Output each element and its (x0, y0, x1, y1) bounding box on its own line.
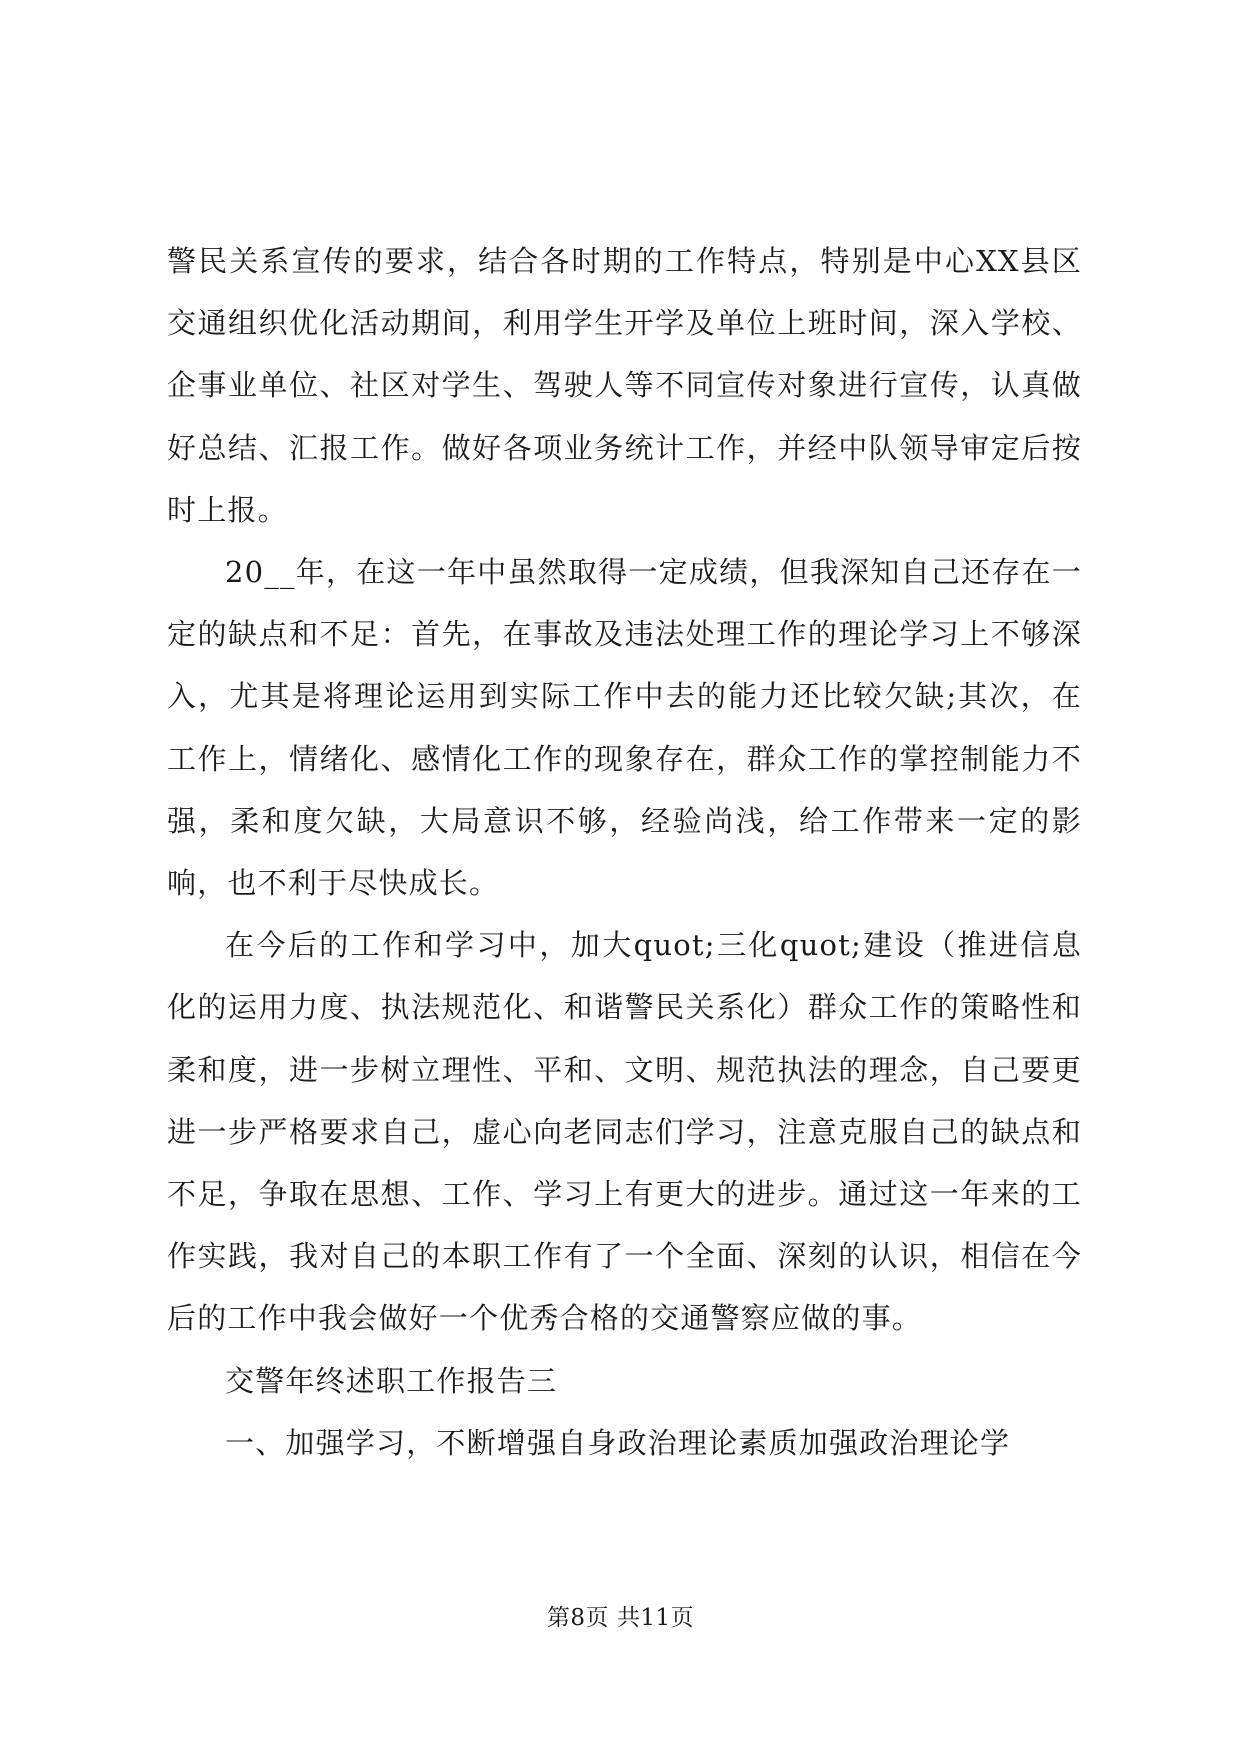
section-heading: 交警年终述职工作报告三 (225, 1363, 558, 1398)
page-number-footer: 第8页 共11页 (546, 1605, 695, 1631)
paragraph-4: 一、加强学习，不断增强自身政治理论素质加强政治理论学 (225, 1425, 1011, 1460)
document-body (167, 230, 1082, 1474)
paragraph-3: 在今后的工作和学习中，加大quot;三化quot;建设（推进信息化的运用力度、执法规范化、和谐警民关系化）群众工作的策略性和柔和度，进一步树立理性、平和、文明、规范执法的理念，自己要更进一步严格要求自己，虚心向老同志们学习，注意克服自己的缺点和不足，争取在思想、工作、学习上有更大的进步。通过这一年来的工作实践，我对自己的本职工作有了一个全面、深刻的认识，相信在今后的工作中我会做好一个优秀合格的交通警察应做的事。 (167, 928, 1082, 1336)
paragraph-1: 警民关系宣传的要求，结合各时期的工作特点，特别是中心XX县区交通组织优化活动期间，利用学生开学及单位上班时间，深入学校、企事业单位、社区对学生、驾驶人等不同宣传对象进行宣传，认真做好总结、汇报工作。做好各项业务统计工作，并经中队领导审定后按时上报。 (167, 244, 1082, 527)
paragraph-2: 20__年，在这一年中虽然取得一定成绩，但我深知自己还存在一定的缺点和不足：首先，在事故及违法处理工作的理论学习上不够深入，尤其是将理论运用到实际工作中去的能力还比较欠缺;其次，在工作上，情绪化、感情化工作的现象存在，群众工作的掌控制能力不强，柔和度欠缺，大局意识不够，经验尚浅，给工作带来一定的影响，也不利于尽快成长。 (167, 555, 1082, 901)
